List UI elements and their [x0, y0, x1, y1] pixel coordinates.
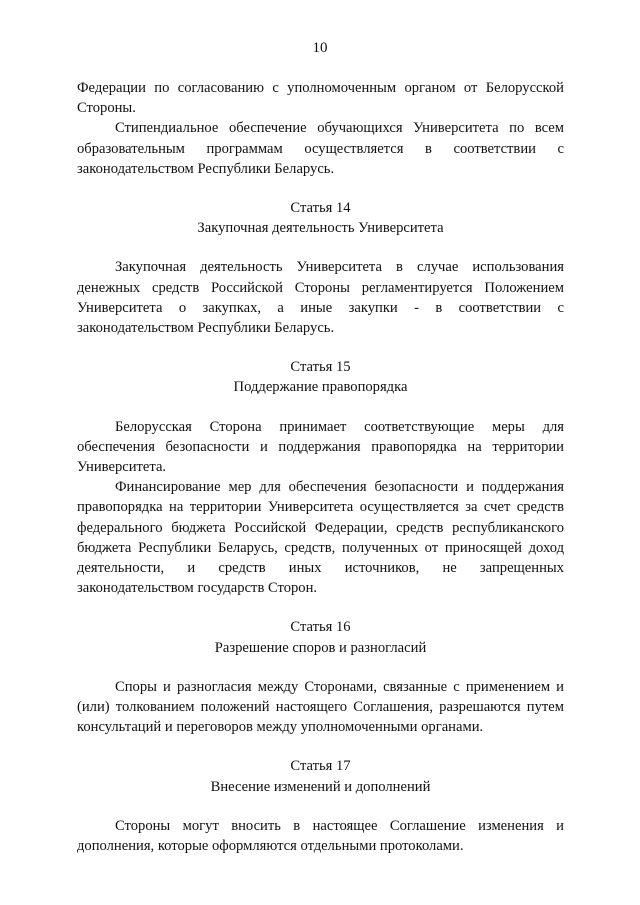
article-15-number: Статья 15: [290, 359, 351, 376]
article-17-number: Статья 17: [290, 758, 351, 775]
article-14-number: Статья 14: [290, 200, 351, 217]
paragraph-security-financing: Финансирование мер для обеспечения безопасности и поддержания правопорядка на территории Университета осуществляется за счет средств федерального бюджета Российской Федерации, средств республиканского бюджета Республики Беларусь, средств, полученных от приносящей доход деятельности, и средств иных источников, не запрещенных законодательством государств Сторон.: [77, 479, 564, 597]
paragraph-continuation: Федерации по согласованию с уполномоченным органом от Белорусской Стороны.: [77, 80, 564, 117]
page-number: 10: [312, 40, 328, 56]
article-17-title: Внесение изменений и дополнений: [210, 778, 431, 795]
paragraph-disputes: Споры и разногласия между Сторонами, связанные с применением и (или) толкованием положений настоящего Соглашения, разрешаются путем консультаций и переговоров между уполномоченными органами.: [77, 678, 564, 736]
paragraph-amendments: Стороны могут вносить в настоящее Соглашение изменения и дополнения, которые оформляются отдельными протоколами.: [77, 817, 564, 855]
paragraph-procurement: Закупочная деятельность Университета в случае использования денежных средств Российской Стороны регламентируется Положением Университета о закупках, а иные закупки - в соответствии с законодательством Республики Беларусь.: [77, 259, 564, 337]
document-body: [77, 78, 564, 856]
article-15-title: Поддержание правопорядка: [233, 379, 408, 396]
paragraph-security-measures: Белорусская Сторона принимает соответствующие меры для обеспечения безопасности и поддержания правопорядка на территории Университета.: [77, 418, 564, 476]
article-14-title: Закупочная деятельность Университета: [197, 220, 444, 237]
paragraph-stipend: Стипендиальное обеспечение обучающихся Университета по всем образовательным программам осуществляется в соответствии с законодательством Республики Беларусь.: [77, 120, 564, 177]
article-16-title: Разрешение споров и разногласий: [214, 639, 427, 656]
article-16-number: Статья 16: [290, 619, 351, 636]
